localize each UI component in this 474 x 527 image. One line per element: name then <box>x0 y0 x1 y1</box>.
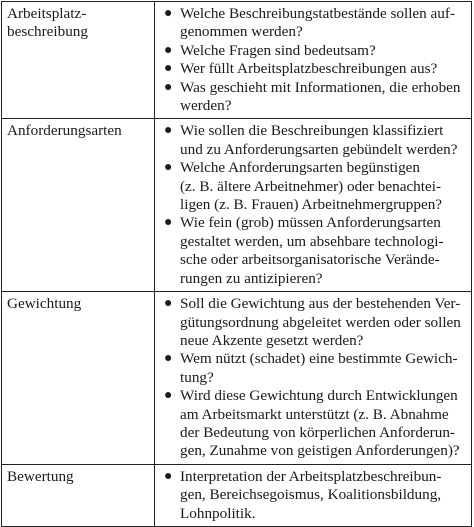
bullet-icon: ● <box>164 468 173 484</box>
list-item <box>155 79 468 116</box>
bullet-icon: ● <box>164 42 173 58</box>
term-label: Gewichtung <box>7 295 82 313</box>
bullet-icon: ● <box>164 160 173 176</box>
list-item <box>155 214 468 288</box>
term-label: Bewertung <box>7 467 74 485</box>
question-list <box>155 119 471 291</box>
table-body <box>2 2 472 527</box>
question-text: Wie fein (grob) müssen Anforderungsarten gestaltet werden, um absehbare technologi- sche oder arbeitsorganisatorische Verände- rungen zu antizipieren? <box>180 214 444 287</box>
list-item <box>155 468 468 523</box>
question-list <box>155 465 471 526</box>
bullet-icon: ● <box>164 296 173 312</box>
question-text: Wem nützt (schadet) eine bestimmte Gewich- tung? <box>180 350 458 386</box>
question-text: Soll die Gewichtung aus der bestehenden Ver- gütungsordnung abgeleitet werden oder sollen neue Akzente gesetzt werden? <box>180 295 461 349</box>
question-text: Welche Beschreibungstatbestände sollen auf- genommen werden? <box>180 5 456 41</box>
question-text: Wer füllt Arbeitsplatzbeschreibungen aus? <box>180 60 438 78</box>
question-text: Was geschieht mit Informationen, die erhoben werden? <box>180 78 461 115</box>
bullet-icon: ● <box>164 79 173 95</box>
question-text: Interpretation der Arbeitsplatzbeschreibun- gen, Bereichsegoismus, Koalitionsbildung, Lohnpolitik. <box>180 467 442 522</box>
question-text: Welche Fragen sind bedeutsam? <box>180 41 376 59</box>
bullet-icon: ● <box>164 388 173 404</box>
bullet-icon: ● <box>164 123 173 139</box>
bullet-icon: ● <box>164 215 173 231</box>
list-item <box>155 42 468 60</box>
list-item <box>155 159 468 214</box>
questions-cell <box>155 119 472 292</box>
table-row <box>2 119 472 292</box>
list-item <box>155 5 468 42</box>
list-item <box>155 350 468 387</box>
term-cell <box>2 119 155 292</box>
list-item <box>155 387 468 461</box>
question-text: Wird diese Gewichtung durch Entwicklungen am Arbeitsmarkt unterstützt (z. B. Abnahme der Bedeutung von körperlichen Anforderun- gen, Zunahme von geistigen Anforderungen)? <box>180 387 460 460</box>
question-list <box>155 292 471 464</box>
term-label: Anforderungsarten <box>7 122 122 140</box>
table-row <box>2 292 472 465</box>
question-text: Welche Anforderungsarten begünstigen (z. B. ältere Arbeitnehmer) oder benachtei- ligen (z. B. Frauen) Arbeitnehmergruppen? <box>180 159 443 214</box>
list-item <box>155 295 468 350</box>
questions-cell <box>155 464 472 526</box>
questions-cell <box>155 292 472 465</box>
term-cell <box>2 2 155 119</box>
list-item <box>155 60 468 78</box>
criteria-table <box>1 1 472 527</box>
bullet-icon: ● <box>164 351 173 367</box>
term-cell <box>2 292 155 465</box>
bullet-icon: ● <box>164 6 173 21</box>
questions-cell <box>155 2 472 119</box>
term-cell <box>2 464 155 526</box>
bullet-icon: ● <box>164 61 173 77</box>
term-label: Arbeitsplatz- beschreibung <box>7 5 88 41</box>
table-row <box>2 464 472 526</box>
list-item <box>155 122 468 159</box>
question-list <box>155 2 471 118</box>
question-text: Wie sollen die Beschreibungen klassifiziert und zu Anforderungsarten gebündelt werden? <box>180 122 458 158</box>
table-row <box>2 2 472 119</box>
